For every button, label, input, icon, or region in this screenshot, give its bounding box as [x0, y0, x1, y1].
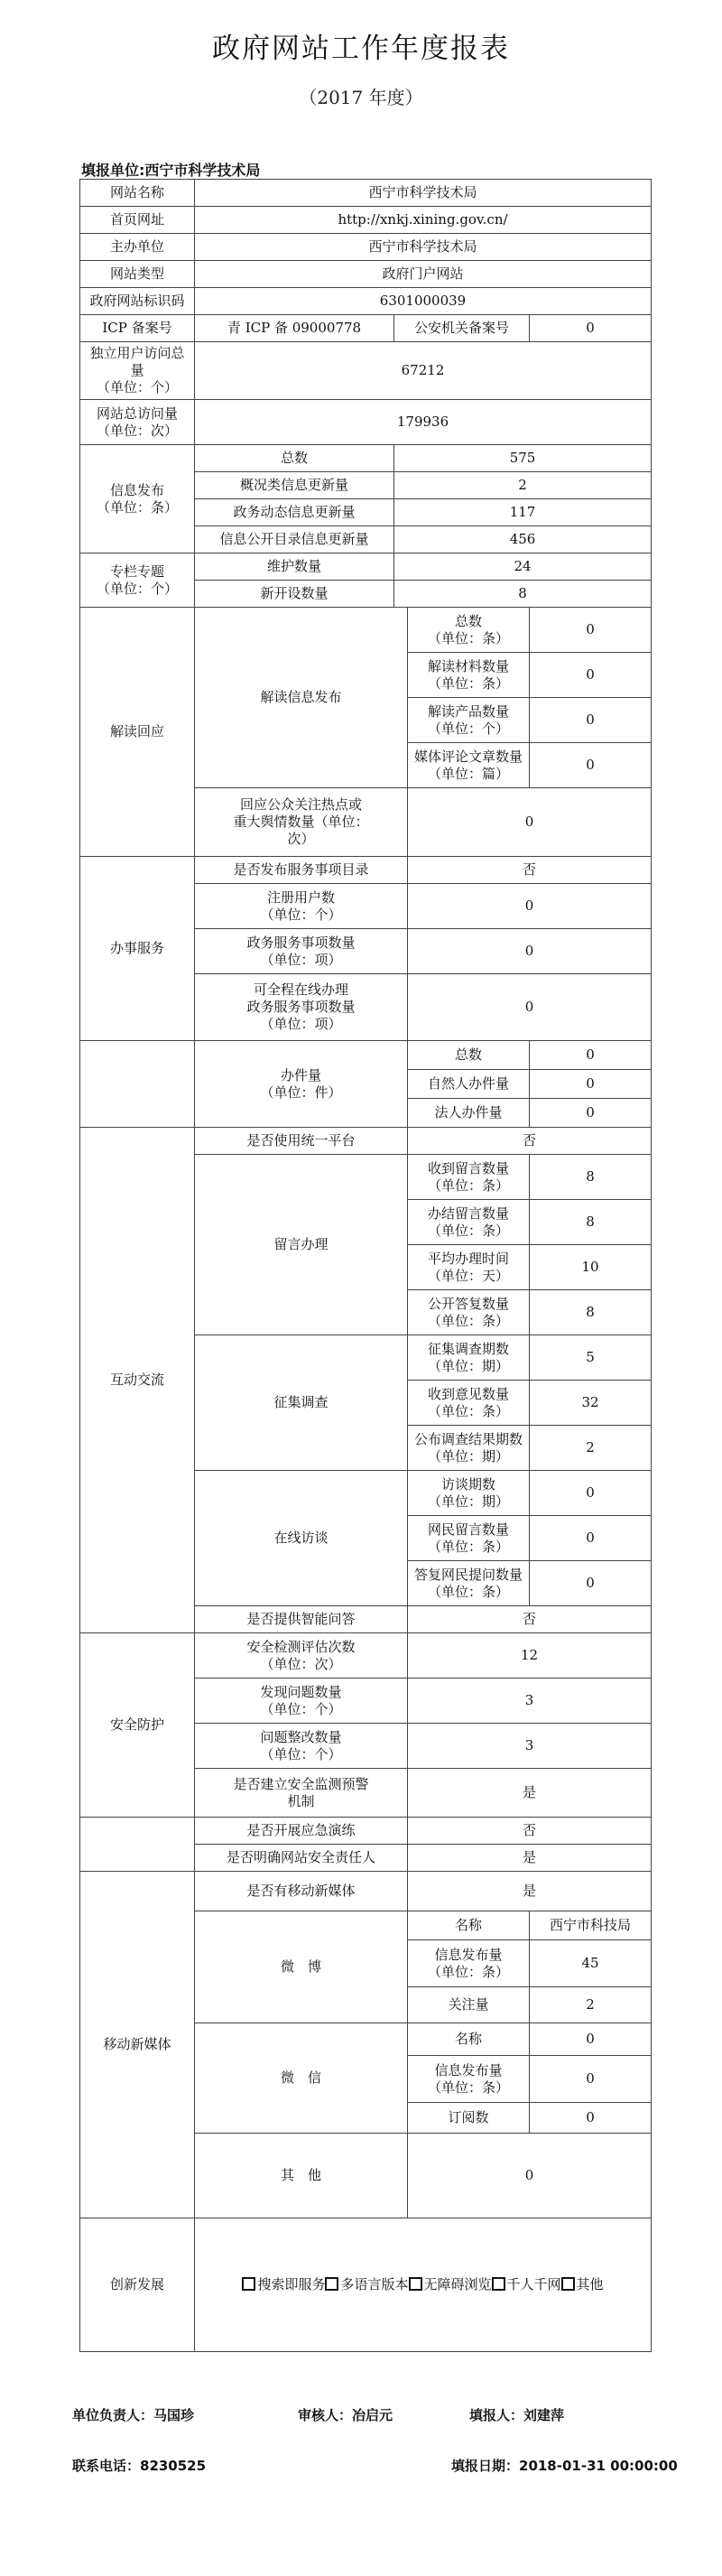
- service-items-value: 0: [408, 929, 652, 974]
- mobile-has-label: 是否有移动新媒体: [195, 1872, 408, 1911]
- service-cases-label: 办件量 （单位：件）: [195, 1041, 408, 1128]
- weibo-row-value: 2: [530, 1987, 652, 2023]
- other-media-value: 0: [408, 2134, 652, 2218]
- weibo-row-label: 信息发布量 （单位：条）: [408, 1940, 530, 1987]
- message-row-value: 10: [530, 1245, 652, 1290]
- interview-row-label: 答复网民提问数量 （单位：条）: [408, 1561, 530, 1606]
- security-row-label: 问题整改数量 （单位：个）: [195, 1724, 408, 1769]
- site-name-label: 网站名称: [80, 180, 195, 207]
- weibo-label: 微 博: [195, 1911, 408, 2023]
- mobile-section-label: 移动新媒体: [80, 1872, 195, 2218]
- service-catalog-label: 是否发布服务事项目录: [195, 857, 408, 884]
- checkbox-icon[interactable]: [242, 2277, 255, 2291]
- service-online-value: 0: [408, 974, 652, 1041]
- checkbox-icon[interactable]: [409, 2277, 422, 2291]
- column-row-value: 24: [394, 553, 652, 581]
- survey-row-label: 征集调查期数 （单位：期）: [408, 1335, 530, 1381]
- survey-row-value: 2: [530, 1426, 652, 1471]
- service-items-label: 政务服务事项数量 （单位：项）: [195, 929, 408, 974]
- icp-label: ICP 备案号: [80, 315, 195, 342]
- interview-row-value: 0: [530, 1471, 652, 1516]
- wechat-row-label: 订阅数: [408, 2103, 530, 2134]
- innovation-option[interactable]: 无障碍浏览: [409, 2276, 492, 2292]
- weibo-row-value: 45: [530, 1940, 652, 1987]
- police-label: 公安机关备案号: [394, 315, 530, 342]
- wechat-row-label: 信息发布量 （单位：条）: [408, 2056, 530, 2103]
- homepage-label: 首页网址: [80, 207, 195, 234]
- interpret-publish-label: 解读信息发布: [195, 608, 408, 788]
- service-section-spacer: [80, 1041, 195, 1128]
- innovation-options: [195, 2218, 652, 2352]
- interview-row-label: 访谈期数 （单位：期）: [408, 1471, 530, 1516]
- homepage-value: http://xnkj.xining.gov.cn/: [195, 207, 652, 234]
- page-views-label: 网站总访问量 （单位：次）: [80, 400, 195, 445]
- message-row-label: 收到留言数量 （单位：条）: [408, 1155, 530, 1200]
- checkbox-icon[interactable]: [492, 2277, 505, 2291]
- emergency-drill-value: 否: [408, 1818, 652, 1845]
- site-code-label: 政府网站标识码: [80, 288, 195, 315]
- weibo-row-label: 关注量: [408, 1987, 530, 2023]
- police-value: 0: [530, 315, 652, 342]
- interpret-row-value: 0: [530, 653, 652, 698]
- column-row-label: 维护数量: [195, 553, 394, 581]
- service-online-label: 可全程在线办理 政务服务事项数量 （单位：项）: [195, 974, 408, 1041]
- report-year: （2017 年度）: [299, 87, 423, 108]
- icp-value: 青 ICP 备 09000778: [195, 315, 394, 342]
- info-row-label: 信息公开目录信息更新量: [195, 526, 394, 553]
- security-row-label: 安全检测评估次数 （单位：次）: [195, 1633, 408, 1679]
- info-row-label: 概况类信息更新量: [195, 472, 394, 499]
- smart-qa-value: 否: [408, 1606, 652, 1633]
- checkbox-icon[interactable]: [325, 2277, 338, 2291]
- info-row-value: 575: [394, 445, 652, 472]
- column-row-label: 新开设数量: [195, 581, 394, 608]
- service-users-value: 0: [408, 884, 652, 929]
- reporting-unit: 填报单位:西宁市科学技术局: [81, 162, 261, 179]
- column-topic-label: 专栏专题 （单位：个）: [80, 553, 195, 608]
- interpret-row-label: 媒体评论文章数量 （单位：篇）: [408, 743, 530, 788]
- unit-leader: 单位负责人：马国珍: [72, 2407, 195, 2423]
- site-code-value: 6301000039: [195, 288, 652, 315]
- survey-label: 征集调查: [195, 1335, 408, 1471]
- interview-label: 在线访谈: [195, 1471, 408, 1606]
- security-row-value: 是: [408, 1769, 652, 1818]
- other-media-label: 其 他: [195, 2134, 408, 2218]
- info-row-value: 117: [394, 499, 652, 526]
- wechat-row-value: 0: [530, 2056, 652, 2103]
- message-row-value: 8: [530, 1290, 652, 1335]
- response-label: 回应公众关注热点或 重大舆情数量（单位： 次）: [195, 788, 408, 857]
- interpret-row-value: 0: [530, 608, 652, 653]
- security-owner-label: 是否明确网站安全责任人: [195, 1845, 408, 1872]
- message-row-value: 8: [530, 1155, 652, 1200]
- message-row-label: 办结留言数量 （单位：条）: [408, 1200, 530, 1245]
- page-views-value: 179936: [195, 400, 652, 445]
- interpret-row-value: 0: [530, 698, 652, 743]
- smart-qa-label: 是否提供智能问答: [195, 1606, 408, 1633]
- wechat-row-label: 名称: [408, 2023, 530, 2056]
- emergency-drill-label: 是否开展应急演练: [195, 1818, 408, 1845]
- reviewer: 审核人：冶启元: [298, 2407, 393, 2423]
- security-section-label: 安全防护: [80, 1633, 195, 1818]
- interview-row-label: 网民留言数量 （单位：条）: [408, 1516, 530, 1561]
- fill-date: 填报日期：2018-01-31 00:00:00: [451, 2458, 678, 2474]
- service-catalog-value: 否: [408, 857, 652, 884]
- interpret-row-label: 解读材料数量 （单位：条）: [408, 653, 530, 698]
- service-case-label: 法人办件量: [408, 1099, 530, 1128]
- info-row-value: 2: [394, 472, 652, 499]
- interpret-row-label: 总数 （单位：条）: [408, 608, 530, 653]
- interact-section-label: 互动交流: [80, 1128, 195, 1633]
- interpret-row-value: 0: [530, 743, 652, 788]
- interpret-section-label: 解读回应: [80, 608, 195, 857]
- service-case-label: 总数: [408, 1041, 530, 1070]
- column-row-value: 8: [394, 581, 652, 608]
- service-case-value: 0: [530, 1070, 652, 1099]
- security-row-value: 12: [408, 1633, 652, 1679]
- wechat-row-value: 0: [530, 2103, 652, 2134]
- info-row-label: 总数: [195, 445, 394, 472]
- response-value: 0: [408, 788, 652, 857]
- security-row-value: 3: [408, 1724, 652, 1769]
- survey-row-value: 32: [530, 1381, 652, 1426]
- filler: 填报人：刘建萍: [469, 2407, 565, 2423]
- service-case-value: 0: [530, 1041, 652, 1070]
- service-users-label: 注册用户数 （单位：个）: [195, 884, 408, 929]
- site-name-value: 西宁市科学技术局: [195, 180, 652, 207]
- security-owner-value: 是: [408, 1845, 652, 1872]
- site-type-value: 政府门户网站: [195, 261, 652, 288]
- survey-row-value: 5: [530, 1335, 652, 1381]
- unique-visitors-value: 67212: [195, 342, 652, 400]
- security-row-label: 发现问题数量 （单位：个）: [195, 1679, 408, 1724]
- message-row-label: 公开答复数量 （单位：条）: [408, 1290, 530, 1335]
- platform-label: 是否使用统一平台: [195, 1128, 408, 1155]
- innovation-option[interactable]: 多语言版本: [325, 2276, 408, 2292]
- checkbox-icon[interactable]: [561, 2277, 575, 2291]
- mobile-has-value: 是: [408, 1872, 652, 1911]
- survey-row-label: 收到意见数量 （单位：条）: [408, 1381, 530, 1426]
- interview-row-value: 0: [530, 1561, 652, 1606]
- interpret-row-label: 解读产品数量 （单位：个）: [408, 698, 530, 743]
- platform-value: 否: [408, 1128, 652, 1155]
- page-title: 政府网站工作年度报表: [212, 33, 510, 65]
- message-row-value: 8: [530, 1200, 652, 1245]
- innovation-option[interactable]: 千人千网: [492, 2276, 561, 2292]
- sponsor-value: 西宁市科学技术局: [195, 234, 652, 261]
- innovation-section-label: 创新发展: [80, 2218, 195, 2352]
- message-row-label: 平均办理时间 （单位：天）: [408, 1245, 530, 1290]
- service-case-value: 0: [530, 1099, 652, 1128]
- contact-phone: 联系电话：8230525: [72, 2458, 207, 2474]
- info-row-value: 456: [394, 526, 652, 553]
- sponsor-label: 主办单位: [80, 234, 195, 261]
- wechat-label: 微 信: [195, 2023, 408, 2134]
- security-row-label: 是否建立安全监测预警 机制: [195, 1769, 408, 1818]
- info-publish-label: 信息发布 （单位：条）: [80, 445, 195, 553]
- interview-row-value: 0: [530, 1516, 652, 1561]
- service-case-label: 自然人办件量: [408, 1070, 530, 1099]
- message-handling-label: 留言办理: [195, 1155, 408, 1335]
- weibo-row-value: 西宁市科技局: [530, 1911, 652, 1940]
- weibo-row-label: 名称: [408, 1911, 530, 1940]
- site-type-label: 网站类型: [80, 261, 195, 288]
- info-row-label: 政务动态信息更新量: [195, 499, 394, 526]
- wechat-row-value: 0: [530, 2023, 652, 2056]
- security-row-value: 3: [408, 1679, 652, 1724]
- innovation-option[interactable]: 其他: [561, 2276, 604, 2292]
- report-table: [79, 179, 652, 2352]
- unique-visitors-label: 独立用户访问总量 （单位：个）: [80, 342, 195, 400]
- security-section-spacer: [80, 1818, 195, 1872]
- innovation-option[interactable]: 搜索即服务: [242, 2276, 325, 2292]
- service-section-label: 办事服务: [80, 857, 195, 1041]
- survey-row-label: 公布调查结果期数 （单位：期）: [408, 1426, 530, 1471]
